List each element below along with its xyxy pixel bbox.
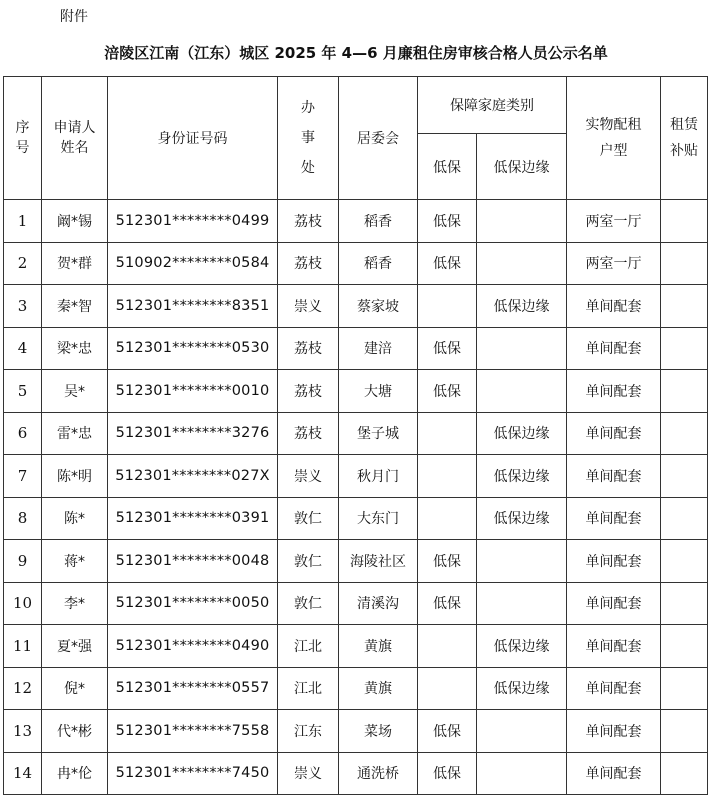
cell-dibao	[418, 625, 477, 668]
cell-dibao: 低保	[418, 752, 477, 795]
cell-committee: 大东门	[339, 497, 418, 540]
cell-id: 512301********7450	[108, 752, 278, 795]
cell-dibao: 低保	[418, 540, 477, 583]
cell-dibao: 低保	[418, 710, 477, 753]
table-row	[4, 455, 708, 498]
attachment-label: 附件	[60, 9, 88, 25]
cell-dibao	[418, 412, 477, 455]
cell-subsidy	[661, 582, 708, 625]
cell-office: 荔枝	[278, 412, 339, 455]
cell-office: 江北	[278, 625, 339, 668]
cell-office: 敦仁	[278, 540, 339, 583]
cell-office: 敦仁	[278, 582, 339, 625]
cell-dibao	[418, 497, 477, 540]
cell-id: 512301********0010	[108, 370, 278, 413]
cell-housing: 单间配套	[567, 540, 661, 583]
cell-dibao: 低保	[418, 370, 477, 413]
cell-subsidy	[661, 370, 708, 413]
cell-seq: 3	[4, 285, 42, 328]
cell-id: 512301********0050	[108, 582, 278, 625]
table-row	[4, 242, 708, 285]
roster-body	[4, 200, 708, 795]
cell-housing: 单间配套	[567, 752, 661, 795]
cell-id: 512301********0499	[108, 200, 278, 243]
cell-id: 510902********0584	[108, 242, 278, 285]
cell-subsidy	[661, 242, 708, 285]
cell-committee: 蔡家坡	[339, 285, 418, 328]
cell-subsidy	[661, 497, 708, 540]
header-seq	[4, 77, 42, 200]
cell-housing: 单间配套	[567, 412, 661, 455]
header-seq-line1: 序	[15, 120, 30, 136]
cell-seq: 14	[4, 752, 42, 795]
header-name-line1: 申请人	[53, 120, 96, 136]
cell-seq: 12	[4, 667, 42, 710]
cell-edge: 低保边缘	[477, 497, 567, 540]
cell-edge: 低保边缘	[477, 412, 567, 455]
cell-seq: 10	[4, 582, 42, 625]
cell-committee: 清溪沟	[339, 582, 418, 625]
cell-id: 512301********7558	[108, 710, 278, 753]
table-row	[4, 752, 708, 795]
cell-id: 512301********3276	[108, 412, 278, 455]
cell-office: 荔枝	[278, 327, 339, 370]
cell-edge: 低保边缘	[477, 625, 567, 668]
cell-name: 吴*	[42, 370, 108, 413]
header-committee: 居委会	[339, 77, 418, 200]
header-name	[42, 77, 108, 200]
cell-id: 512301********0391	[108, 497, 278, 540]
header-seq-line2: 号	[15, 140, 30, 156]
cell-housing: 单间配套	[567, 455, 661, 498]
header-name-line2: 姓名	[60, 140, 89, 156]
table-row	[4, 285, 708, 328]
cell-id: 512301********027X	[108, 455, 278, 498]
cell-name: 陈*明	[42, 455, 108, 498]
cell-office: 江东	[278, 710, 339, 753]
table-row	[4, 370, 708, 413]
table-row	[4, 497, 708, 540]
cell-dibao: 低保	[418, 327, 477, 370]
table-row	[4, 625, 708, 668]
cell-office: 崇义	[278, 455, 339, 498]
cell-office: 崇义	[278, 285, 339, 328]
table-row	[4, 667, 708, 710]
cell-office: 荔枝	[278, 200, 339, 243]
cell-seq: 7	[4, 455, 42, 498]
cell-subsidy	[661, 667, 708, 710]
header-category: 保障家庭类别	[418, 77, 567, 134]
table-row	[4, 710, 708, 753]
cell-committee: 菜场	[339, 710, 418, 753]
header-office-line1: 办	[301, 100, 315, 116]
cell-office: 崇义	[278, 752, 339, 795]
cell-name: 倪*	[42, 667, 108, 710]
cell-edge	[477, 200, 567, 243]
cell-edge	[477, 540, 567, 583]
header-subsidy-line1: 租赁	[670, 117, 698, 133]
cell-name: 陈*	[42, 497, 108, 540]
header-cat-dibao: 低保	[418, 134, 477, 200]
table-row	[4, 412, 708, 455]
cell-id: 512301********8351	[108, 285, 278, 328]
cell-subsidy	[661, 455, 708, 498]
header-cat-edge: 低保边缘	[477, 134, 567, 200]
cell-subsidy	[661, 200, 708, 243]
cell-housing: 单间配套	[567, 625, 661, 668]
cell-name: 秦*智	[42, 285, 108, 328]
table-row	[4, 327, 708, 370]
header-subsidy-line2: 补贴	[670, 143, 698, 159]
cell-edge: 低保边缘	[477, 285, 567, 328]
cell-committee: 黄旗	[339, 667, 418, 710]
header-office-line2: 事	[301, 130, 315, 146]
cell-housing: 单间配套	[567, 667, 661, 710]
cell-name: 夏*强	[42, 625, 108, 668]
cell-name: 蒋*	[42, 540, 108, 583]
cell-id: 512301********0557	[108, 667, 278, 710]
cell-housing: 单间配套	[567, 370, 661, 413]
cell-dibao: 低保	[418, 242, 477, 285]
cell-committee: 通洗桥	[339, 752, 418, 795]
cell-dibao	[418, 285, 477, 328]
cell-seq: 1	[4, 200, 42, 243]
cell-office: 江北	[278, 667, 339, 710]
cell-dibao	[418, 455, 477, 498]
cell-edge	[477, 582, 567, 625]
cell-edge	[477, 710, 567, 753]
cell-subsidy	[661, 540, 708, 583]
cell-committee: 稻香	[339, 200, 418, 243]
cell-housing: 单间配套	[567, 497, 661, 540]
cell-housing: 单间配套	[567, 710, 661, 753]
cell-housing: 单间配套	[567, 582, 661, 625]
cell-name: 雷*忠	[42, 412, 108, 455]
cell-housing: 单间配套	[567, 285, 661, 328]
cell-edge: 低保边缘	[477, 667, 567, 710]
cell-seq: 6	[4, 412, 42, 455]
cell-committee: 秋月门	[339, 455, 418, 498]
roster-table	[3, 76, 708, 795]
cell-committee: 黄旗	[339, 625, 418, 668]
table-row	[4, 540, 708, 583]
cell-edge	[477, 370, 567, 413]
header-id: 身份证号码	[108, 77, 278, 200]
cell-seq: 11	[4, 625, 42, 668]
cell-office: 敦仁	[278, 497, 339, 540]
cell-seq: 9	[4, 540, 42, 583]
cell-id: 512301********0490	[108, 625, 278, 668]
header-housing-line1: 实物配租	[585, 117, 642, 133]
header-subsidy	[661, 77, 708, 200]
header-office-line3: 处	[301, 160, 315, 176]
cell-subsidy	[661, 625, 708, 668]
cell-name: 冉*伦	[42, 752, 108, 795]
cell-dibao	[418, 667, 477, 710]
header-housing	[567, 77, 661, 200]
cell-name: 李*	[42, 582, 108, 625]
cell-name: 阚*锡	[42, 200, 108, 243]
header-housing-line2: 户型	[599, 143, 628, 159]
cell-seq: 2	[4, 242, 42, 285]
cell-committee: 海陵社区	[339, 540, 418, 583]
cell-office: 荔枝	[278, 242, 339, 285]
cell-subsidy	[661, 752, 708, 795]
cell-id: 512301********0048	[108, 540, 278, 583]
cell-committee: 建涪	[339, 327, 418, 370]
cell-name: 代*彬	[42, 710, 108, 753]
cell-edge	[477, 327, 567, 370]
cell-seq: 8	[4, 497, 42, 540]
cell-edge	[477, 752, 567, 795]
cell-subsidy	[661, 412, 708, 455]
cell-dibao: 低保	[418, 582, 477, 625]
cell-dibao: 低保	[418, 200, 477, 243]
cell-seq: 4	[4, 327, 42, 370]
cell-committee: 大塘	[339, 370, 418, 413]
cell-housing: 两室一厅	[567, 200, 661, 243]
cell-seq: 5	[4, 370, 42, 413]
cell-edge: 低保边缘	[477, 455, 567, 498]
cell-seq: 13	[4, 710, 42, 753]
cell-subsidy	[661, 710, 708, 753]
cell-committee: 堡子城	[339, 412, 418, 455]
header-office	[278, 77, 339, 200]
cell-housing: 单间配套	[567, 327, 661, 370]
cell-subsidy	[661, 327, 708, 370]
cell-subsidy	[661, 285, 708, 328]
document-title: 涪陵区江南（江东）城区 2025 年 4—6 月廉租住房审核合格人员公示名单	[104, 44, 608, 62]
table-row	[4, 200, 708, 243]
table-row	[4, 582, 708, 625]
cell-name: 梁*忠	[42, 327, 108, 370]
cell-name: 贺*群	[42, 242, 108, 285]
cell-id: 512301********0530	[108, 327, 278, 370]
cell-edge	[477, 242, 567, 285]
cell-committee: 稻香	[339, 242, 418, 285]
cell-housing: 两室一厅	[567, 242, 661, 285]
cell-office: 荔枝	[278, 370, 339, 413]
